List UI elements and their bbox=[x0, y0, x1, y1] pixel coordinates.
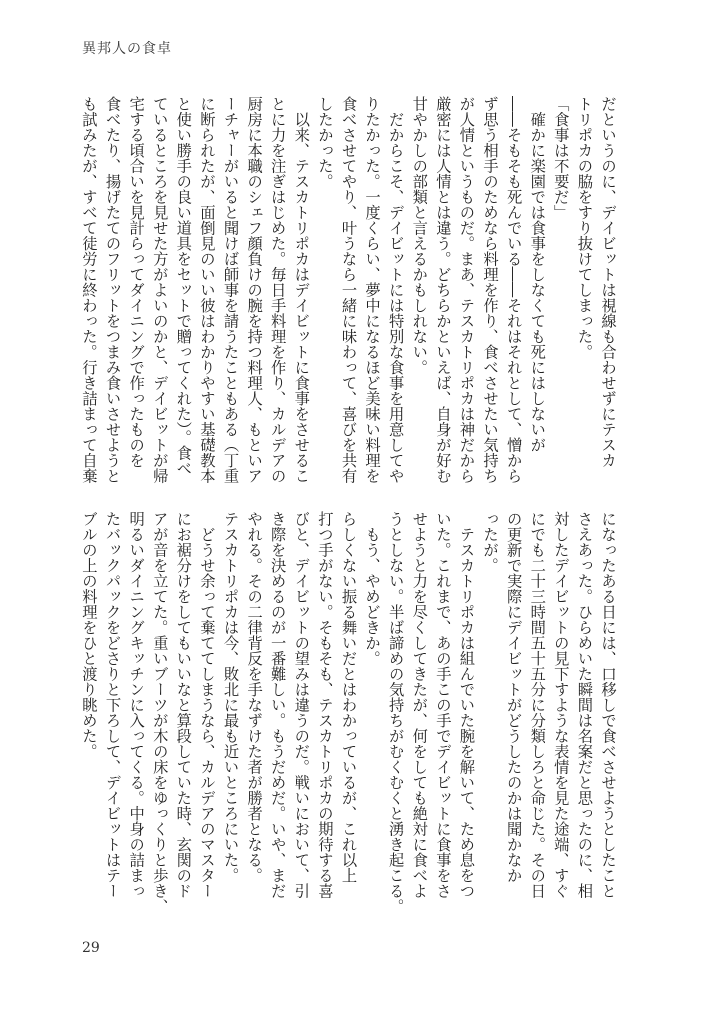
text-column: トリポカの脇をすり抜けてしまった。 bbox=[575, 96, 594, 360]
text-column: ブルの上の料理をひと渡り眺めた。 bbox=[79, 511, 98, 759]
text-column: だというのに、デイビットは視線も合わせずにテスカ bbox=[599, 96, 617, 468]
text-column: 確かに楽園では食事をしなくても死にはしないが bbox=[528, 96, 547, 453]
text-column: ず思う相手のためなら料理を作り、食べさせたい気持ち bbox=[481, 96, 500, 484]
text-column: せようと力を尽くしてきたが、何をしても絶対に食べよ bbox=[410, 511, 429, 899]
text-column: 厳密には人情とは違う。どちらかといえば、自身が好む bbox=[433, 96, 452, 484]
text-column: うとしない。半ば諦めの気持ちがむくむくと湧き起こる。 bbox=[386, 511, 405, 914]
text-block-upper bbox=[76, 96, 619, 488]
page-number: 29 bbox=[82, 940, 100, 956]
text-column: 対したデイビットの見下すような表情を見た途端、すぐ bbox=[551, 511, 570, 899]
text-column: ったが。 bbox=[481, 511, 500, 573]
text-column: と使い勝手の良い道具をセットで贈ってくれた）。食べ bbox=[174, 96, 193, 476]
text-column: したかった。 bbox=[315, 96, 334, 189]
text-column: さえあった。ひらめいた瞬間は名案だと思ったのに、相 bbox=[575, 511, 594, 899]
text-column: テスカトリポカは今、敗北に最も近いところにいた。 bbox=[221, 511, 240, 883]
text-column: とに力を注ぎはじめた。毎日手料理を作り、カルデアの bbox=[268, 96, 287, 484]
text-column: りたかった。一度くらい、夢中になるほど美味い料理を bbox=[363, 96, 382, 484]
text-column: ているところを見せた方がよいのかと、デイビットが帰 bbox=[150, 96, 169, 484]
text-column: テスカトリポカは組んでいた腕を解いて、ため息をつ bbox=[457, 511, 476, 899]
text-column: だからこそ、デイビットには特別な食事を用意してや bbox=[386, 96, 405, 484]
text-column: に断られたが、面倒見のいい彼はわかりやすい基礎教本 bbox=[197, 96, 216, 484]
text-column: たバックパックをどさりと下ろして、デイビットはテー bbox=[103, 511, 122, 899]
text-column: の更新で実際にデイビットがどうしたのかは聞かなか bbox=[504, 511, 523, 883]
text-column: にお裾分けをしてもいいなと算段していた時、玄関のド bbox=[174, 511, 193, 899]
text-column: 以来、テスカトリポカはデイビットに食事をさせるこ bbox=[292, 96, 311, 484]
text-column: もう、やめどきか。 bbox=[363, 511, 382, 666]
text-column: 食べたり、揚げたてのフリットをつまみ食いさせようと bbox=[103, 96, 122, 484]
text-column: アが音を立てた。重いブーツが木の床をゆっくりと歩き、 bbox=[150, 511, 169, 914]
text-column: が人情というものだ。まあ、テスカトリポカは神だから bbox=[457, 96, 476, 484]
text-column: 宅する頃合いを見計らってダイニングで作ったものを bbox=[127, 96, 146, 468]
text-block-lower bbox=[76, 511, 619, 914]
text-column: 食べさせてやり、叶うなら一緒に味わって、喜びを共有 bbox=[339, 96, 358, 484]
text-column: らしくない振る舞いだとはわかっているが、これ以上 bbox=[339, 511, 358, 883]
text-column: も試みたが、すべて徒労に終わった。行き詰まって自棄 bbox=[79, 96, 98, 484]
text-column: き際を決めるのが一番難しい。もうだめだ。いや、まだ bbox=[268, 511, 287, 899]
running-head-title: 異邦人の食卓 bbox=[82, 41, 172, 57]
text-column: 厨房に本職のシェフ顔負けの腕を持つ料理人、もといア bbox=[245, 96, 264, 484]
text-column: ――そもそも死んでいる――それはそれとして、憎から bbox=[504, 96, 523, 484]
text-column: ーチャーがいると聞けば師事を請うたこともある（丁重 bbox=[221, 96, 240, 484]
text-column: やれる。その二律背反を手なずけた者が勝者となる。 bbox=[245, 511, 264, 883]
text-column: どうせ余って棄ててしまうなら、カルデアのマスター bbox=[197, 511, 216, 899]
text-column: にでも二十三時間五十五分に分類しろと命じた。その日 bbox=[528, 511, 547, 899]
text-column: になったある日には、口移しで食べさせようとしたこと bbox=[599, 511, 617, 899]
text-column: いた。これまで、あの手この手でデイビットに食事をさ bbox=[433, 511, 452, 899]
text-column: 「食事は不要だ」 bbox=[551, 96, 570, 220]
text-column: びと、デイビットの望みは違うのだ。戦いにおいて、引 bbox=[292, 511, 311, 899]
text-column: 甘やかしの部類と言えるかもしれない。 bbox=[410, 96, 429, 375]
text-column: 打つ手がない。そもそも、テスカトリポカの期待する喜 bbox=[315, 511, 334, 899]
text-column: 明るいダイニングキッチンに入ってくる。中身の詰まっ bbox=[127, 511, 146, 899]
